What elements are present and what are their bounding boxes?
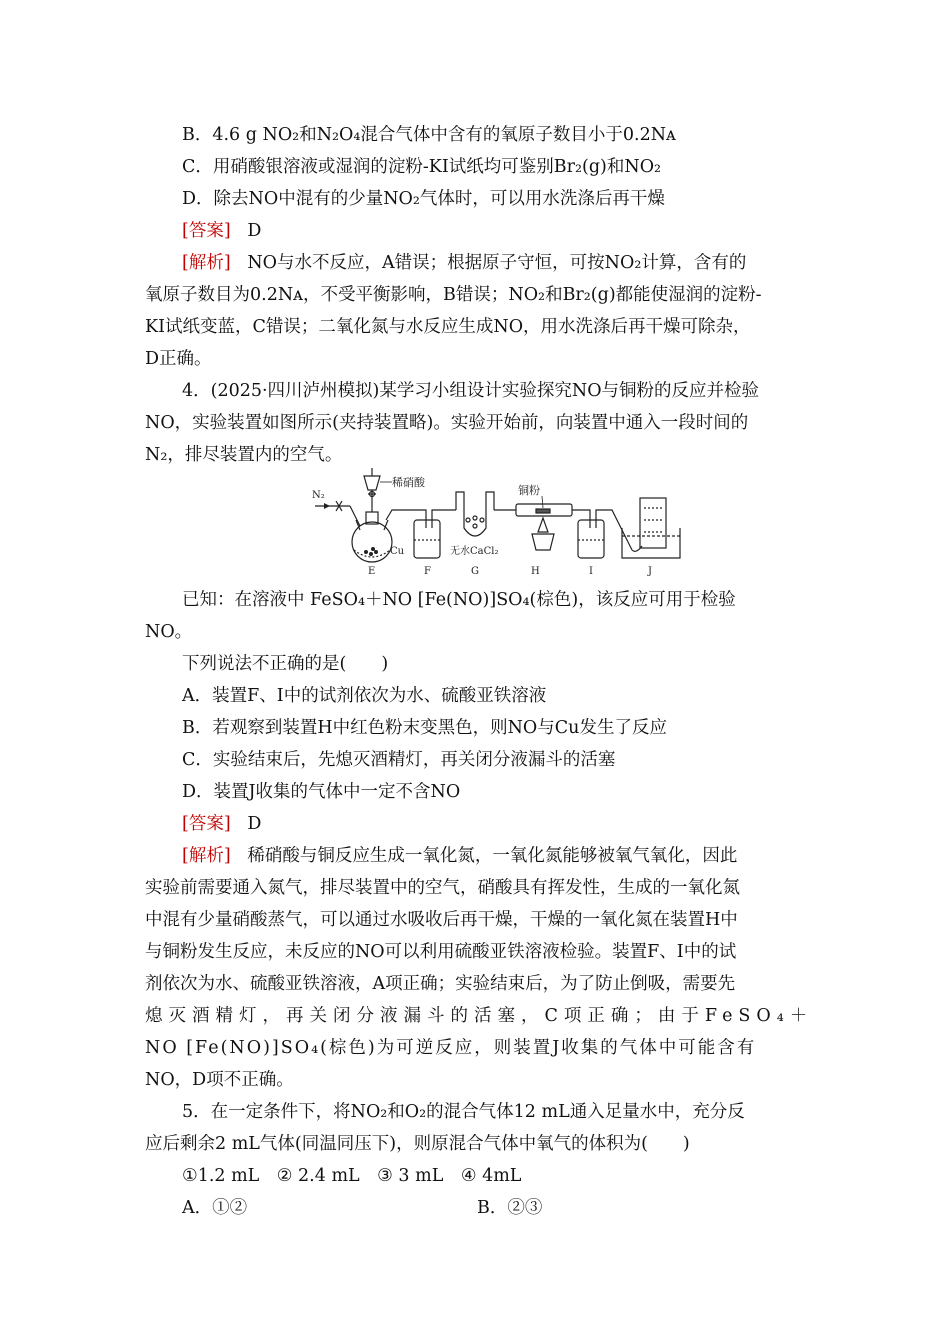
q4-analysis-line-7: NO [Fe(NO)]SO₄(棕色)为可逆反应，则装置J收集的气体中可能含有 [145, 1038, 757, 1058]
q4-option-a: A．装置F、I中的试剂依次为水、硫酸亚铁溶液 [182, 686, 547, 706]
q3-option-c: C．用硝酸银溶液或湿润的淀粉-KI试纸均可鉴别Br₂(g)和NO₂ [182, 157, 662, 177]
cu-label: Cu [390, 546, 405, 557]
label-h: H [531, 566, 540, 577]
analysis-text: 稀硝酸与铜反应生成一氧化氮，一氧化氮能够被氧气氧化，因此 [247, 846, 738, 866]
q4-stem-line-1: 4．(2025·四川泸州模拟)某学习小组设计实验探究NO与铜粉的反应并检验 [182, 381, 760, 401]
analysis-tag: [解析] [182, 253, 231, 273]
cacl2-label: 无水CaCl₂ [450, 546, 499, 557]
label-e: E [368, 566, 376, 577]
u-tube-g [456, 492, 494, 536]
label-f: F [424, 566, 431, 577]
q5-stem-line-1: 5．在一定条件下，将NO₂和O₂的混合气体12 mL通入足量水中，充分反 [182, 1102, 745, 1122]
q3-analysis-line-4: D正确。 [145, 349, 212, 369]
q3-analysis-line-2: 氧原子数目为0.2Nᴀ，不受平衡影响，B错误；NO₂和Br₂(g)都能使湿润的淀粉- [145, 285, 762, 305]
flow-arrow-icon [324, 503, 330, 509]
answer-value: D [247, 221, 262, 241]
q3-option-d: D．除去NO中混有的少量NO₂气体时，可以用水洗涤后再干燥 [182, 189, 665, 209]
q4-stem-line-3: N₂，排尽装置内的空气。 [145, 445, 343, 465]
q5-option-a: A．①② [182, 1198, 248, 1218]
q5-option-b: B．②③ [477, 1198, 543, 1218]
q4-question: 下列说法不正确的是( ) [182, 654, 389, 674]
answer-tag: [答案] [182, 814, 231, 834]
q4-option-b: B．若观察到装置H中红色粉末变黑色，则NO与Cu发生了反应 [182, 718, 667, 738]
q5-stem-line-2: 应后剩余2 mL气体(同温同压下)，则原混合气体中氧气的体积为( ) [145, 1134, 690, 1154]
analysis-tag: [解析] [182, 846, 231, 866]
bottle-i [578, 510, 632, 558]
label-i: I [589, 566, 593, 577]
q4-analysis-line-6: 熄灭酒精灯，再关闭分液漏斗的活塞，C项正确；由于FeSO₄＋ [145, 1006, 814, 1026]
n2-label: N₂ [312, 490, 325, 501]
label-g: G [471, 566, 479, 577]
q4-answer-line [182, 812, 261, 836]
q4-analysis-line-2: 实验前需要通入氮气，排尽装置中的空气，硝酸具有挥发性，生成的一氧化氮 [145, 878, 740, 898]
label-j: J [648, 566, 653, 577]
q4-analysis-line-3: 中混有少量硝酸蒸气，可以通过水吸收后再干燥，干燥的一氧化氮在装置H中 [145, 910, 738, 930]
q4-option-c: C．实验结束后，先熄灭酒精灯，再关闭分液漏斗的活塞 [182, 750, 616, 770]
q5-choices: ①1.2 mL ② 2.4 mL ③ 3 mL ④ 4mL [182, 1166, 522, 1186]
answer-tag: [答案] [182, 221, 231, 241]
q3-analysis-line-3: KI试纸变蓝，C错误；二氧化氮与水反应生成NO，用水洗涤后再干燥可除杂， [145, 317, 751, 337]
q4-analysis-line-8: NO，D项不正确。 [145, 1070, 294, 1090]
q4-analysis-line-4: 与铜粉发生反应，未反应的NO可以利用硫酸亚铁溶液检验。装置F、I中的试 [145, 942, 737, 962]
answer-value: D [247, 814, 262, 834]
q3-answer-line [182, 219, 261, 243]
q4-known-line-1: 已知：在溶液中 FeSO₄＋NO [Fe(NO)]SO₄(棕色)，该反应可用于检验 [182, 590, 736, 610]
q4-known-line-2: NO。 [145, 622, 193, 642]
q4-option-d: D．装置J收集的气体中一定不含NO [182, 782, 461, 802]
apparatus-diagram [310, 468, 690, 580]
trough-j [622, 498, 680, 558]
separatory-funnel [364, 468, 380, 512]
q4-analysis-line-1 [182, 844, 737, 868]
q4-stem-line-2: NO，实验装置如图所示(夹持装置略)。实验开始前，向装置中通入一段时间的 [145, 413, 749, 433]
analysis-text: NO与水不反应，A错误；根据原子守恒，可按NO₂计算，含有的 [247, 253, 747, 273]
copper-powder-label: 铜粉 [518, 484, 540, 497]
q3-analysis-line-1 [182, 251, 746, 275]
q3-option-b: B．4.6 g NO₂和N₂O₄混合气体中含有的氧原子数目小于0.2Nᴀ [182, 125, 676, 145]
q4-analysis-line-5: 剂依次为水、硫酸亚铁溶液，A项正确；实验结束后，为了防止倒吸，需要先 [145, 974, 736, 994]
dilute-acid-label: 稀硝酸 [392, 476, 425, 489]
combustion-tube-h [516, 504, 572, 550]
